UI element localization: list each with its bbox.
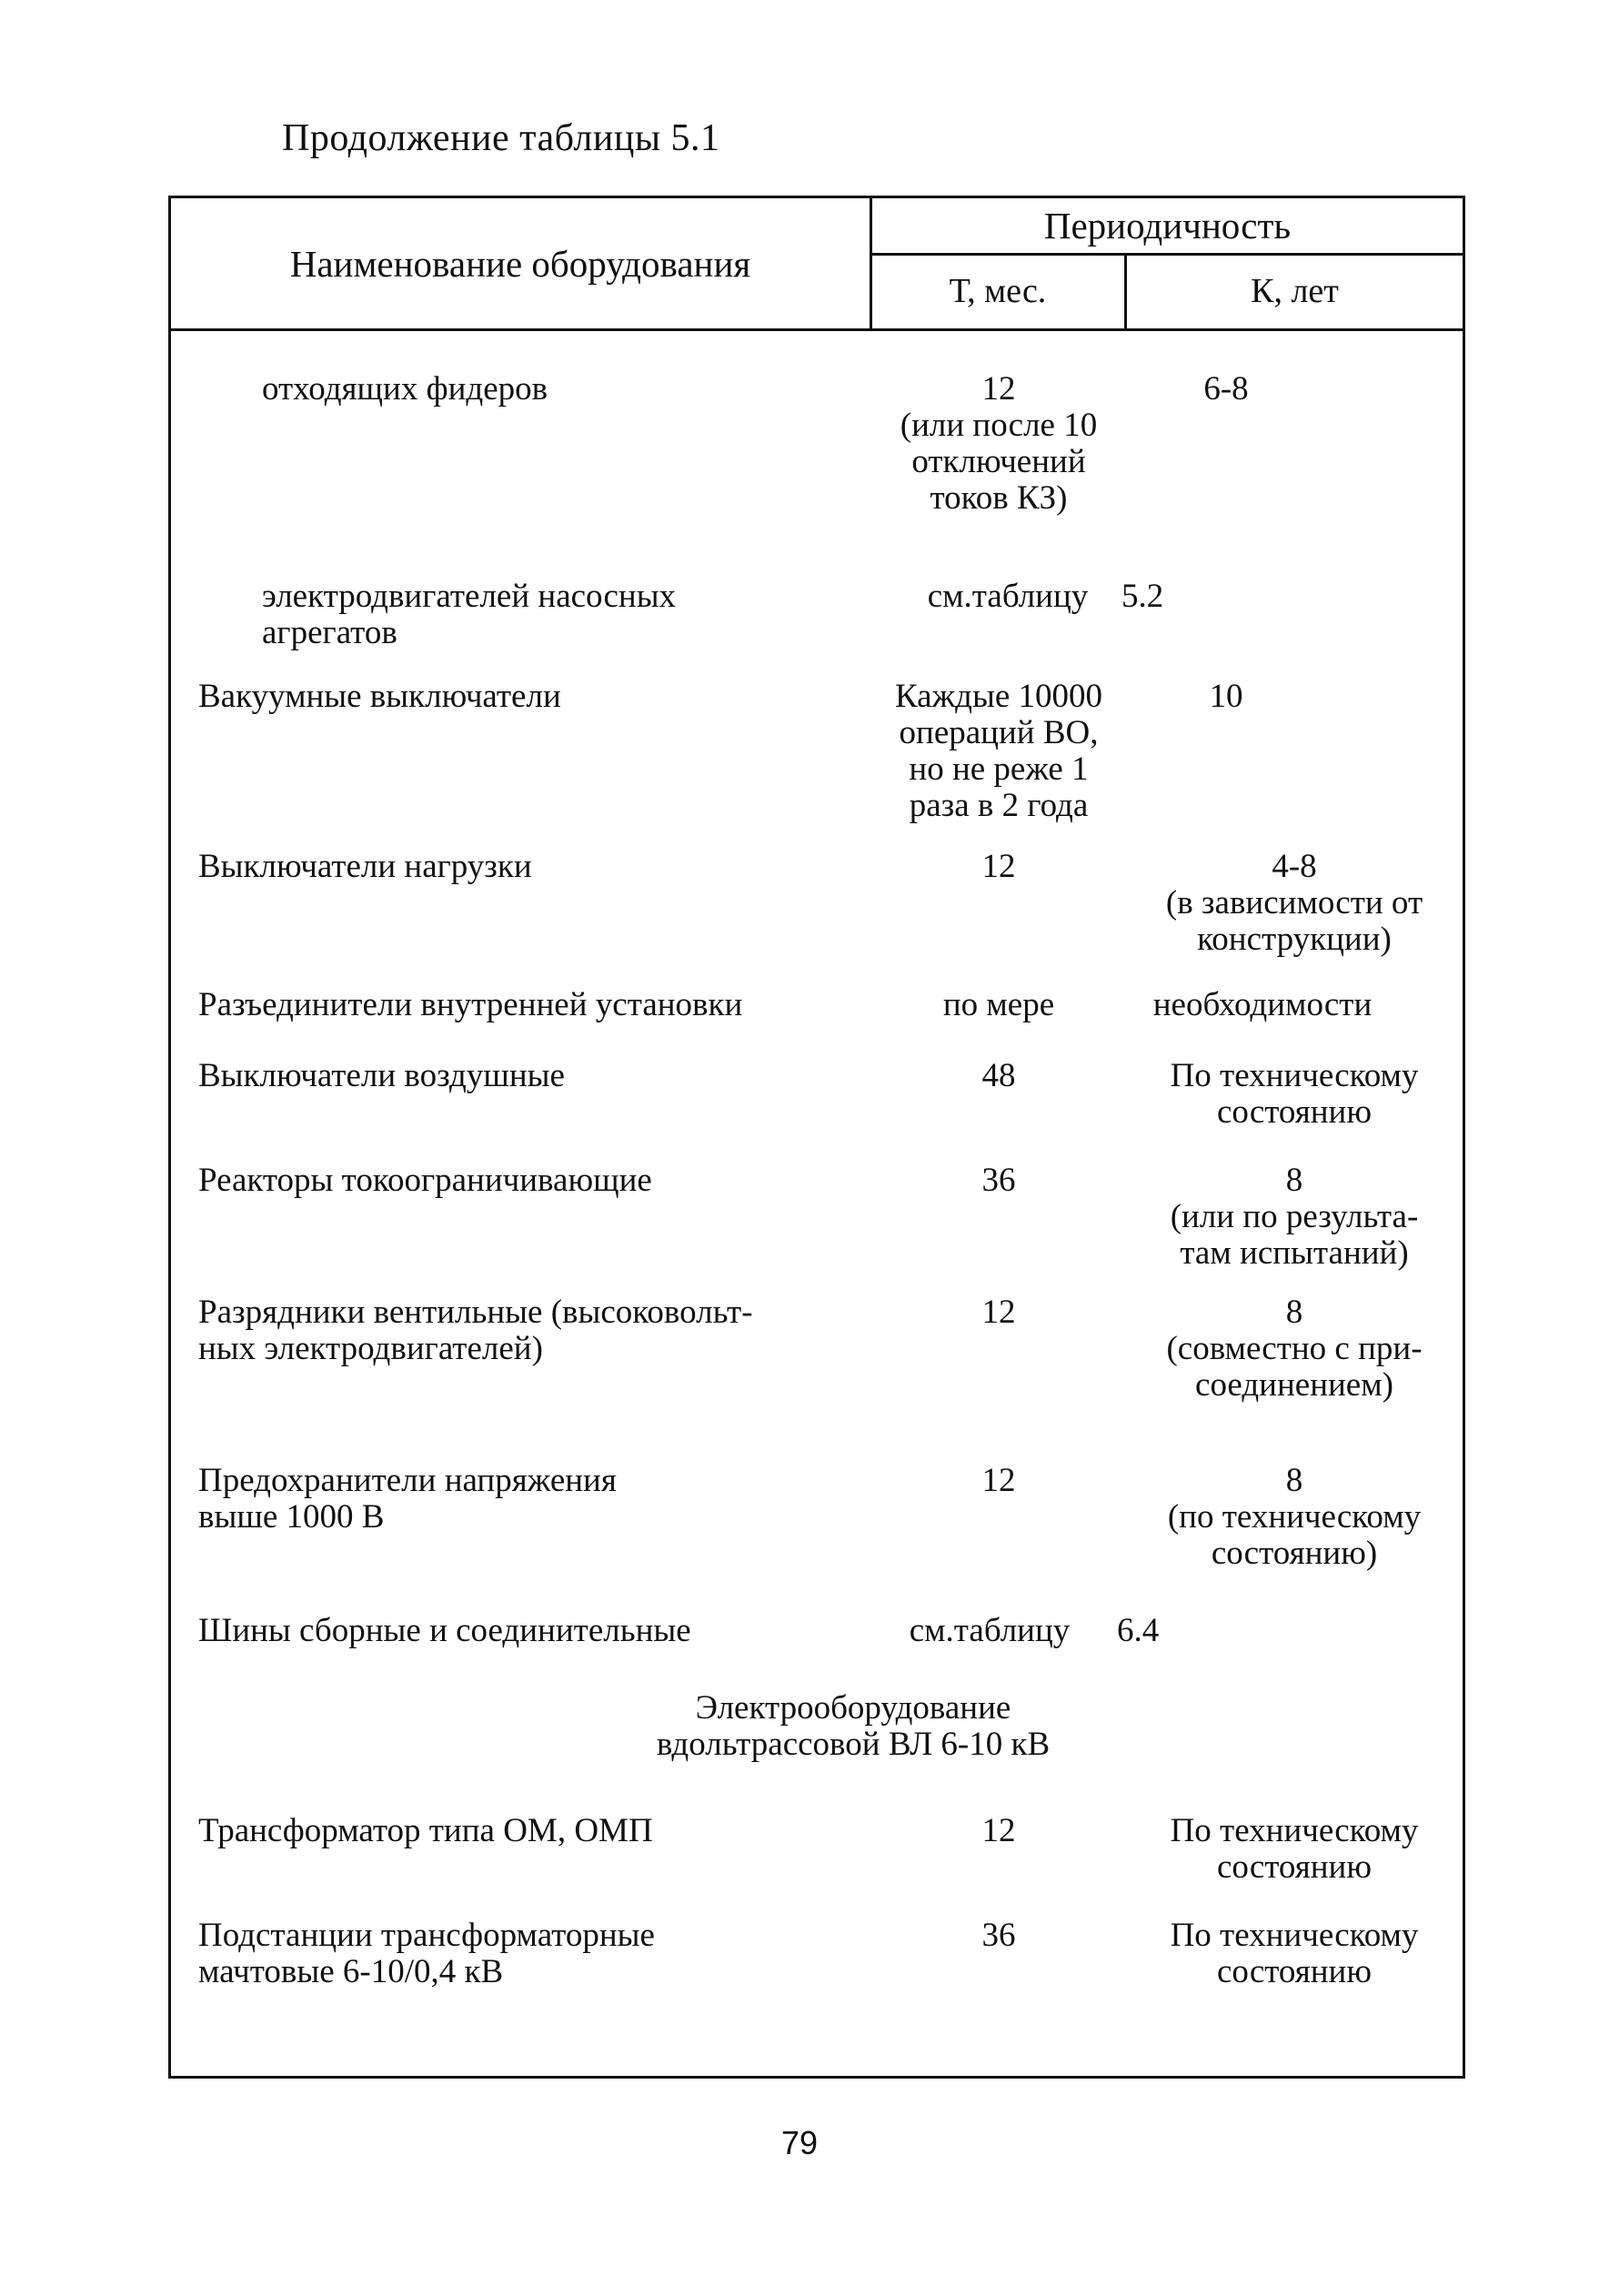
row-name: Подстанции трансформаторные мачтовые 6-10/0,4 кВ (198, 1917, 655, 1990)
row-t: 12 (или после 10 отключений токов КЗ) (900, 370, 1098, 517)
equipment-table (168, 196, 1465, 2079)
row-k: 6-8 (1203, 370, 1249, 408)
row-t: 36 (981, 1917, 1016, 1954)
header-bottom-rule (171, 328, 1463, 331)
table-caption: Продолжение таблицы 5.1 (282, 117, 720, 159)
row-t: 48 (981, 1057, 1016, 1094)
row-k: 8 (по техническому состоянию) (1167, 1462, 1422, 1572)
row-k: 6.4 (1117, 1612, 1160, 1649)
row-name: Трансформатор типа ОМ, ОМП (198, 1812, 653, 1849)
row-name: Вакуумные выключатели (198, 678, 561, 715)
row-name: Разъединители внутренней установки (198, 986, 743, 1023)
header-periodicity: Периодичность (1043, 205, 1292, 247)
row-k: 8 (совместно с при- соединением) (1166, 1294, 1423, 1404)
row-t: 12 (981, 848, 1016, 885)
row-t: 12 (981, 1462, 1016, 1499)
row-k: 8 (или по результа- там испытаний) (1170, 1162, 1419, 1272)
header-k-years: К, лет (1251, 272, 1339, 310)
row-k: 4-8 (в зависимости от конструкции) (1165, 848, 1423, 958)
header-t-months: Т, мес. (949, 272, 1047, 310)
row-name: Выключатели нагрузки (198, 848, 532, 885)
row-t: 12 (981, 1294, 1016, 1331)
row-name: отходящих фидеров (262, 370, 548, 408)
row-t: 12 (981, 1812, 1016, 1849)
row-k: По техническому состоянию (1170, 1917, 1419, 1990)
row-t: по мере (942, 986, 1055, 1023)
row-name: Реакторы токоограничивающие (198, 1162, 652, 1199)
row-name: Разрядники вентильные (высоковольт- ных электродвигателей) (198, 1294, 753, 1367)
header-equipment-name: Наименование оборудования (289, 242, 751, 285)
row-name: Предохранители напряжения выше 1000 В (198, 1462, 617, 1536)
page-number: 79 (780, 2124, 819, 2161)
row-k: 5.2 (1121, 578, 1164, 615)
row-k: По техническому состоянию (1170, 1812, 1419, 1886)
row-k: По техническому состоянию (1170, 1057, 1419, 1131)
row-t: 36 (981, 1162, 1016, 1199)
row-name: электродвигателей насосных агрегатов (262, 578, 677, 651)
row-k: необходимости (1152, 986, 1373, 1023)
row-t: Каждые 10000 операций ВО, но не реже 1 раза в 2 года (894, 678, 1103, 824)
row-name: Выключатели воздушные (198, 1057, 565, 1094)
row-t: см.таблицу (909, 1612, 1071, 1649)
row-t: см.таблицу (927, 578, 1089, 615)
row-k: 10 (1209, 678, 1243, 715)
row-name: Шины сборные и соединительные (198, 1612, 691, 1649)
section-heading: Электрооборудование вдольтрассовой ВЛ 6-10 кВ (656, 1689, 1051, 1763)
